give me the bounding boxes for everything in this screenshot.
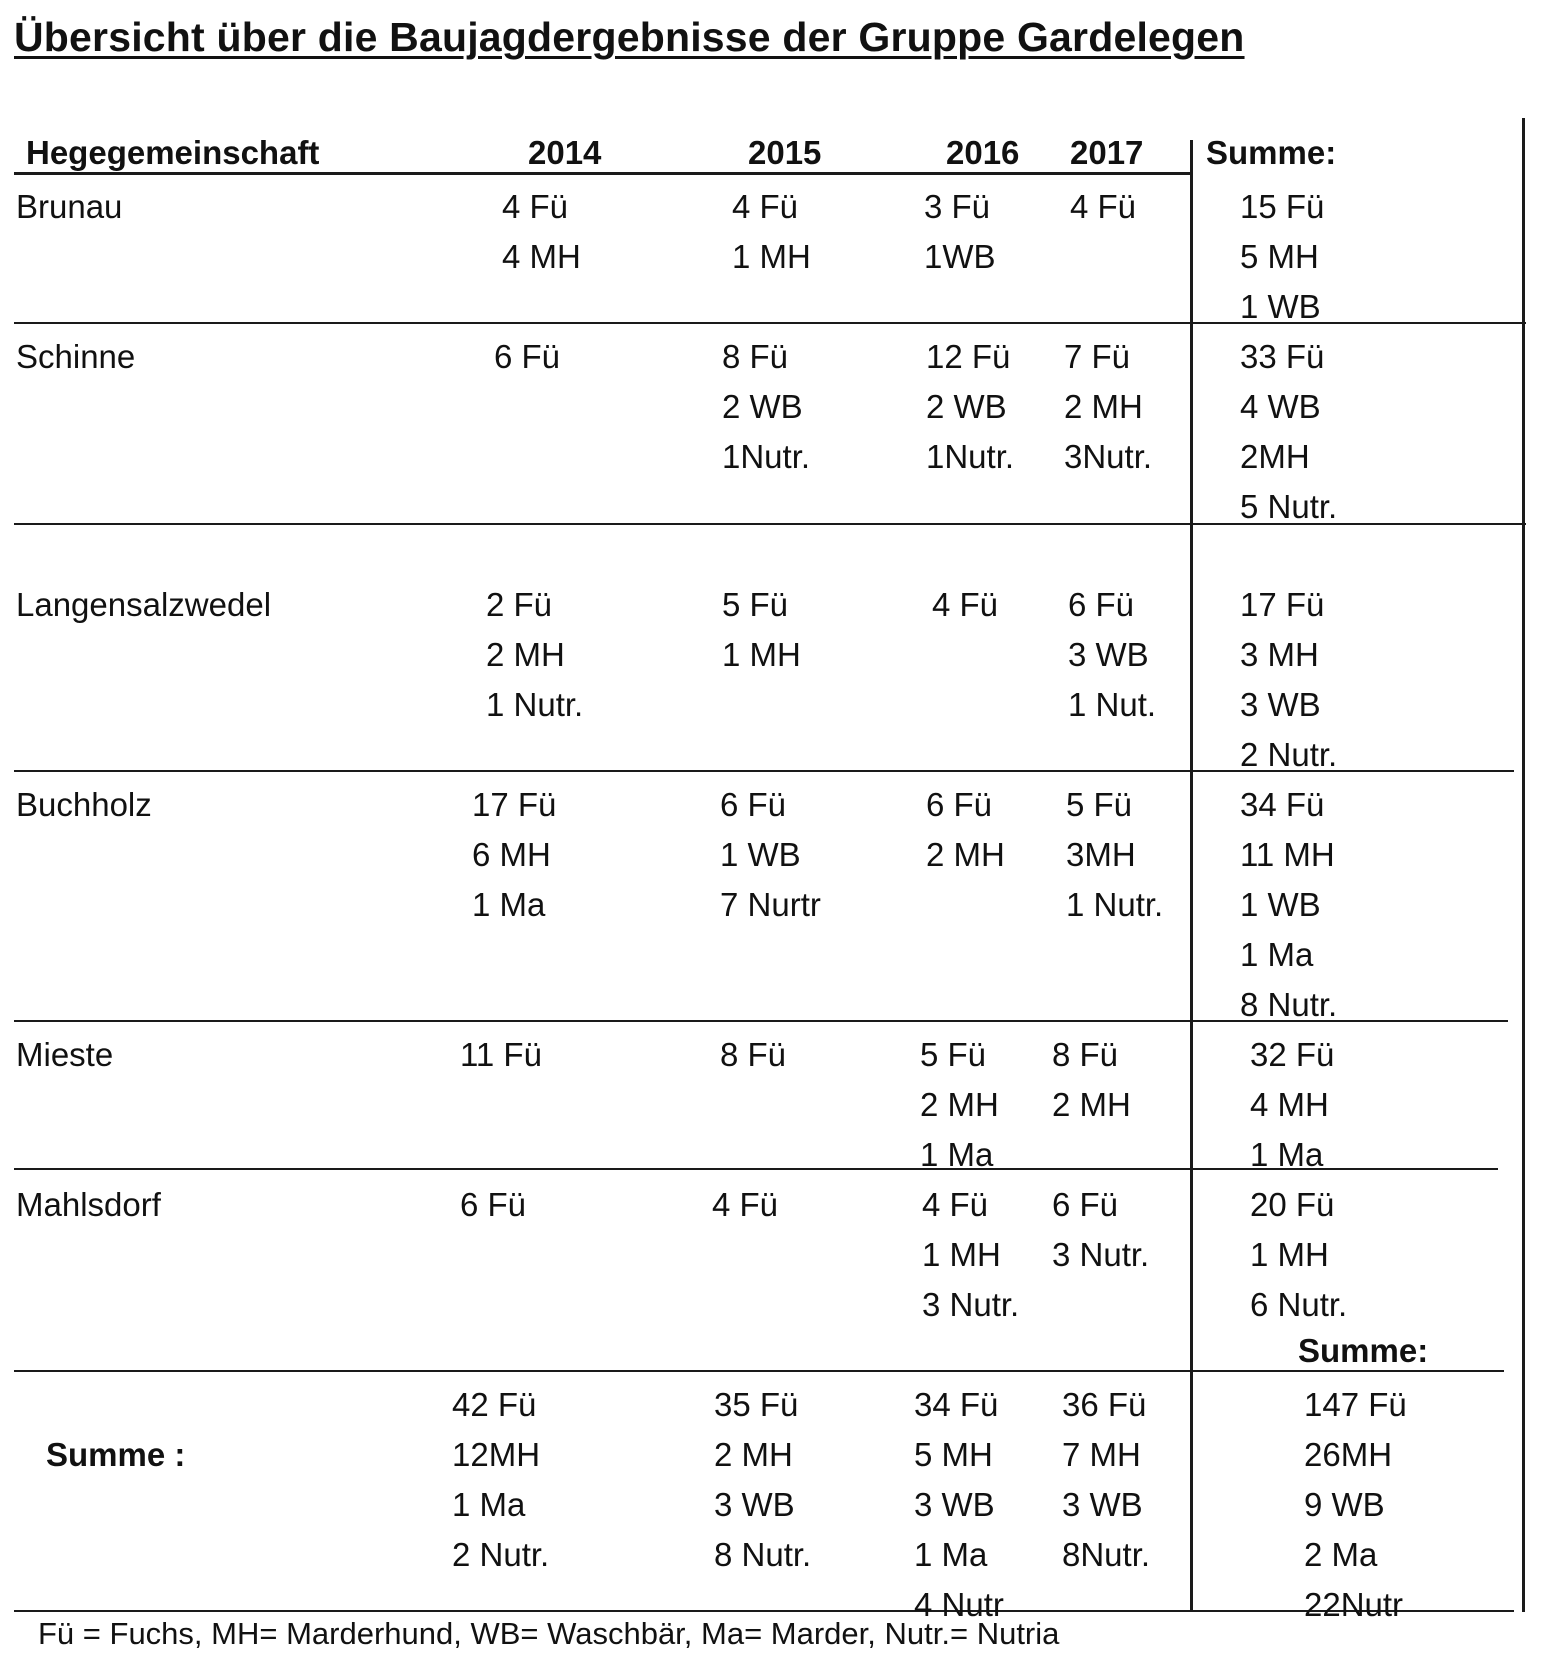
row-label-langensalzwedel: Langensalzwedel <box>16 586 272 623</box>
cell-line: 2 WB <box>722 388 803 425</box>
header-hegegemeinschaft: Hegegemeinschaft <box>26 134 320 171</box>
cell-line: 6 Fü <box>1068 586 1135 623</box>
cell-buchholz-sum <box>1240 780 1337 1030</box>
cell-line: 7 Nurtr <box>720 886 821 923</box>
cell-line: 4 Fü <box>932 586 999 623</box>
cell-line: 3 WB <box>914 1486 995 1523</box>
cell-line: 2 Ma <box>1304 1536 1378 1573</box>
cell-langensalzwedel-2014 <box>486 580 583 730</box>
cell-line: 4 Fü <box>732 188 799 225</box>
cell-line: 34 Fü <box>914 1386 999 1423</box>
cell-line: 1 Ma <box>1240 936 1314 973</box>
cell-buchholz-2016 <box>926 780 1005 880</box>
cell-line: 1 Nutr. <box>486 686 584 723</box>
cell-mieste-sum <box>1250 1030 1334 1180</box>
cell-line: 2 MH <box>486 636 565 673</box>
cell-buchholz-2015 <box>720 780 821 930</box>
cell-line: 35 Fü <box>714 1386 799 1423</box>
cell-line: 1 Nutr. <box>1066 886 1164 923</box>
cell-total-2014 <box>452 1380 549 1580</box>
cell-line: 4 Fü <box>922 1186 989 1223</box>
cell-line: 3Nutr. <box>1064 438 1153 475</box>
cell-line: 36 Fü <box>1062 1386 1147 1423</box>
cell-line: 12MH <box>452 1436 541 1473</box>
cell-brunau-sum <box>1240 182 1324 332</box>
cell-line: 17 Fü <box>472 786 557 823</box>
cell-mieste-2016 <box>920 1030 999 1180</box>
cell-langensalzwedel-sum <box>1240 580 1337 780</box>
cell-line: 147 Fü <box>1304 1386 1407 1423</box>
cell-line: 2 Nutr. <box>452 1536 550 1573</box>
cell-brunau-2016 <box>924 182 996 282</box>
cell-line: 1 Ma <box>1250 1136 1324 1173</box>
cell-mahlsdorf-sum <box>1250 1180 1347 1330</box>
cell-mahlsdorf-2014 <box>460 1180 526 1230</box>
cell-schinne-sum <box>1240 332 1337 532</box>
cell-line: 3 Nutr. <box>922 1286 1020 1323</box>
cell-line: 6 Fü <box>1052 1186 1119 1223</box>
cell-line: 6 Fü <box>460 1186 527 1223</box>
cell-line: 8 Fü <box>722 338 789 375</box>
cell-line: 1 Ma <box>472 886 546 923</box>
cell-line: 2 MH <box>920 1086 999 1123</box>
sum-column-divider <box>1190 140 1193 1612</box>
cell-line: 2MH <box>1240 438 1310 475</box>
cell-line: 4 MH <box>502 238 581 275</box>
table-right-border <box>1522 118 1525 1612</box>
cell-line: 6 MH <box>472 836 551 873</box>
cell-line: 3 Fü <box>924 188 991 225</box>
cell-line: 1 Nut. <box>1068 686 1157 723</box>
cell-line: 26MH <box>1304 1436 1393 1473</box>
cell-line: 32 Fü <box>1250 1036 1335 1073</box>
cell-line: 1 MH <box>1250 1236 1329 1273</box>
cell-line: 42 Fü <box>452 1386 537 1423</box>
cell-schinne-2016 <box>926 332 1014 482</box>
cell-line: 3 WB <box>1062 1486 1143 1523</box>
cell-line: 4 WB <box>1240 388 1321 425</box>
cell-line: 1WB <box>924 238 996 275</box>
cell-line: 6 Fü <box>926 786 993 823</box>
cell-total-2017 <box>1062 1380 1150 1580</box>
cell-line: 3 WB <box>1068 636 1149 673</box>
row-label-brunau: Brunau <box>16 188 123 225</box>
cell-total-2015 <box>714 1380 811 1580</box>
cell-line: 1 Ma <box>914 1536 988 1573</box>
cell-mahlsdorf-2017 <box>1052 1180 1149 1280</box>
cell-line: 17 Fü <box>1240 586 1325 623</box>
cell-line: 2 Fü <box>486 586 553 623</box>
cell-line: 8 Fü <box>720 1036 787 1073</box>
cell-total-sum <box>1304 1380 1407 1630</box>
cell-line: 1 WB <box>1240 288 1321 325</box>
header-rule <box>14 172 1192 175</box>
cell-langensalzwedel-2016 <box>932 580 998 630</box>
cell-line: 33 Fü <box>1240 338 1325 375</box>
cell-line: 4 MH <box>1250 1086 1329 1123</box>
header-2015: 2015 <box>748 134 822 171</box>
cell-line: 1Nutr. <box>926 438 1015 475</box>
cell-line: 3 WB <box>714 1486 795 1523</box>
cell-line: 5 Fü <box>1066 786 1133 823</box>
cell-line: 2 WB <box>926 388 1007 425</box>
cell-line: 2 MH <box>714 1436 793 1473</box>
cell-line: 6 Fü <box>720 786 787 823</box>
cell-line: 3 Nutr. <box>1052 1236 1150 1273</box>
cell-line: 6 Fü <box>494 338 561 375</box>
cell-line: 1Nutr. <box>722 438 811 475</box>
cell-line: 5 Fü <box>920 1036 987 1073</box>
cell-line: 4 Nutr <box>914 1586 1004 1623</box>
cell-mieste-2017 <box>1052 1030 1131 1130</box>
cell-line: 8 Fü <box>1052 1036 1119 1073</box>
cell-line: 11 Fü <box>460 1036 542 1073</box>
cell-line: 3MH <box>1066 836 1136 873</box>
cell-line: 1 WB <box>720 836 801 873</box>
cell-brunau-2017 <box>1070 182 1136 232</box>
cell-line: 20 Fü <box>1250 1186 1335 1223</box>
row-label-mahlsdorf: Mahlsdorf <box>16 1186 161 1223</box>
cell-langensalzwedel-2015 <box>722 580 801 680</box>
cell-line: 3 WB <box>1240 686 1321 723</box>
cell-line: 8 Nutr. <box>714 1536 812 1573</box>
cell-brunau-2014 <box>502 182 581 282</box>
cell-line: 1 MH <box>732 238 811 275</box>
cell-line: 5 Nutr. <box>1240 488 1338 525</box>
abbreviation-legend: Fü = Fuchs, MH= Marderhund, WB= Waschbär, Ma= Marder, Nutr.= Nutria <box>38 1616 1060 1651</box>
row-divider <box>14 1370 1504 1372</box>
cell-line: 5 MH <box>914 1436 993 1473</box>
cell-line: 34 Fü <box>1240 786 1325 823</box>
cell-line: 7 Fü <box>1064 338 1131 375</box>
cell-mieste-2015 <box>720 1030 786 1080</box>
header-2017: 2017 <box>1070 134 1144 171</box>
cell-mieste-2014 <box>460 1030 542 1080</box>
cell-line: 9 WB <box>1304 1486 1385 1523</box>
cell-line: 11 MH <box>1240 836 1335 873</box>
header-summe: Summe: <box>1206 134 1337 171</box>
cell-buchholz-2017 <box>1066 780 1163 930</box>
cell-line: 8Nutr. <box>1062 1536 1151 1573</box>
cell-line: 2 Nutr. <box>1240 736 1338 773</box>
header-2014: 2014 <box>528 134 602 171</box>
cell-line: 2 MH <box>1052 1086 1131 1123</box>
cell-line: 7 MH <box>1062 1436 1141 1473</box>
cell-line: 12 Fü <box>926 338 1011 375</box>
cell-line: 5 Fü <box>722 586 789 623</box>
cell-line: 2 MH <box>926 836 1005 873</box>
cell-line: 1 MH <box>922 1236 1001 1273</box>
cell-line: 6 Nutr. <box>1250 1286 1348 1323</box>
cell-brunau-2015 <box>732 182 811 282</box>
row-label-buchholz: Buchholz <box>16 786 152 823</box>
cell-line: 15 Fü <box>1240 188 1325 225</box>
cell-mahlsdorf-2015 <box>712 1180 778 1230</box>
cell-line: 1 Ma <box>452 1486 526 1523</box>
cell-line: 4 Fü <box>502 188 569 225</box>
cell-line: 4 Fü <box>712 1186 779 1223</box>
cell-schinne-2015 <box>722 332 810 482</box>
cell-schinne-2017 <box>1064 332 1152 482</box>
cell-line: 5 MH <box>1240 238 1319 275</box>
row-label-mieste: Mieste <box>16 1036 114 1073</box>
total-row-label: Summe : <box>46 1436 186 1473</box>
total-sum-header: Summe: <box>1298 1332 1429 1369</box>
page-title: Übersicht über die Baujagdergebnisse der Gruppe Gardelegen <box>14 14 1245 60</box>
cell-line: 1 Ma <box>920 1136 994 1173</box>
cell-line: 2 MH <box>1064 388 1143 425</box>
cell-line: 4 Fü <box>1070 188 1137 225</box>
cell-schinne-2014 <box>494 332 560 382</box>
cell-line: 3 MH <box>1240 636 1319 673</box>
row-label-schinne: Schinne <box>16 338 136 375</box>
cell-line: 22Nutr <box>1304 1586 1404 1623</box>
cell-line: 8 Nutr. <box>1240 986 1338 1023</box>
cell-langensalzwedel-2017 <box>1068 580 1156 730</box>
cell-mahlsdorf-2016 <box>922 1180 1019 1330</box>
header-2016: 2016 <box>946 134 1020 171</box>
cell-line: 1 WB <box>1240 886 1321 923</box>
cell-line: 1 MH <box>722 636 801 673</box>
cell-total-2016 <box>914 1380 1004 1630</box>
table-bottom-rule <box>14 1610 1514 1612</box>
cell-buchholz-2014 <box>472 780 556 930</box>
